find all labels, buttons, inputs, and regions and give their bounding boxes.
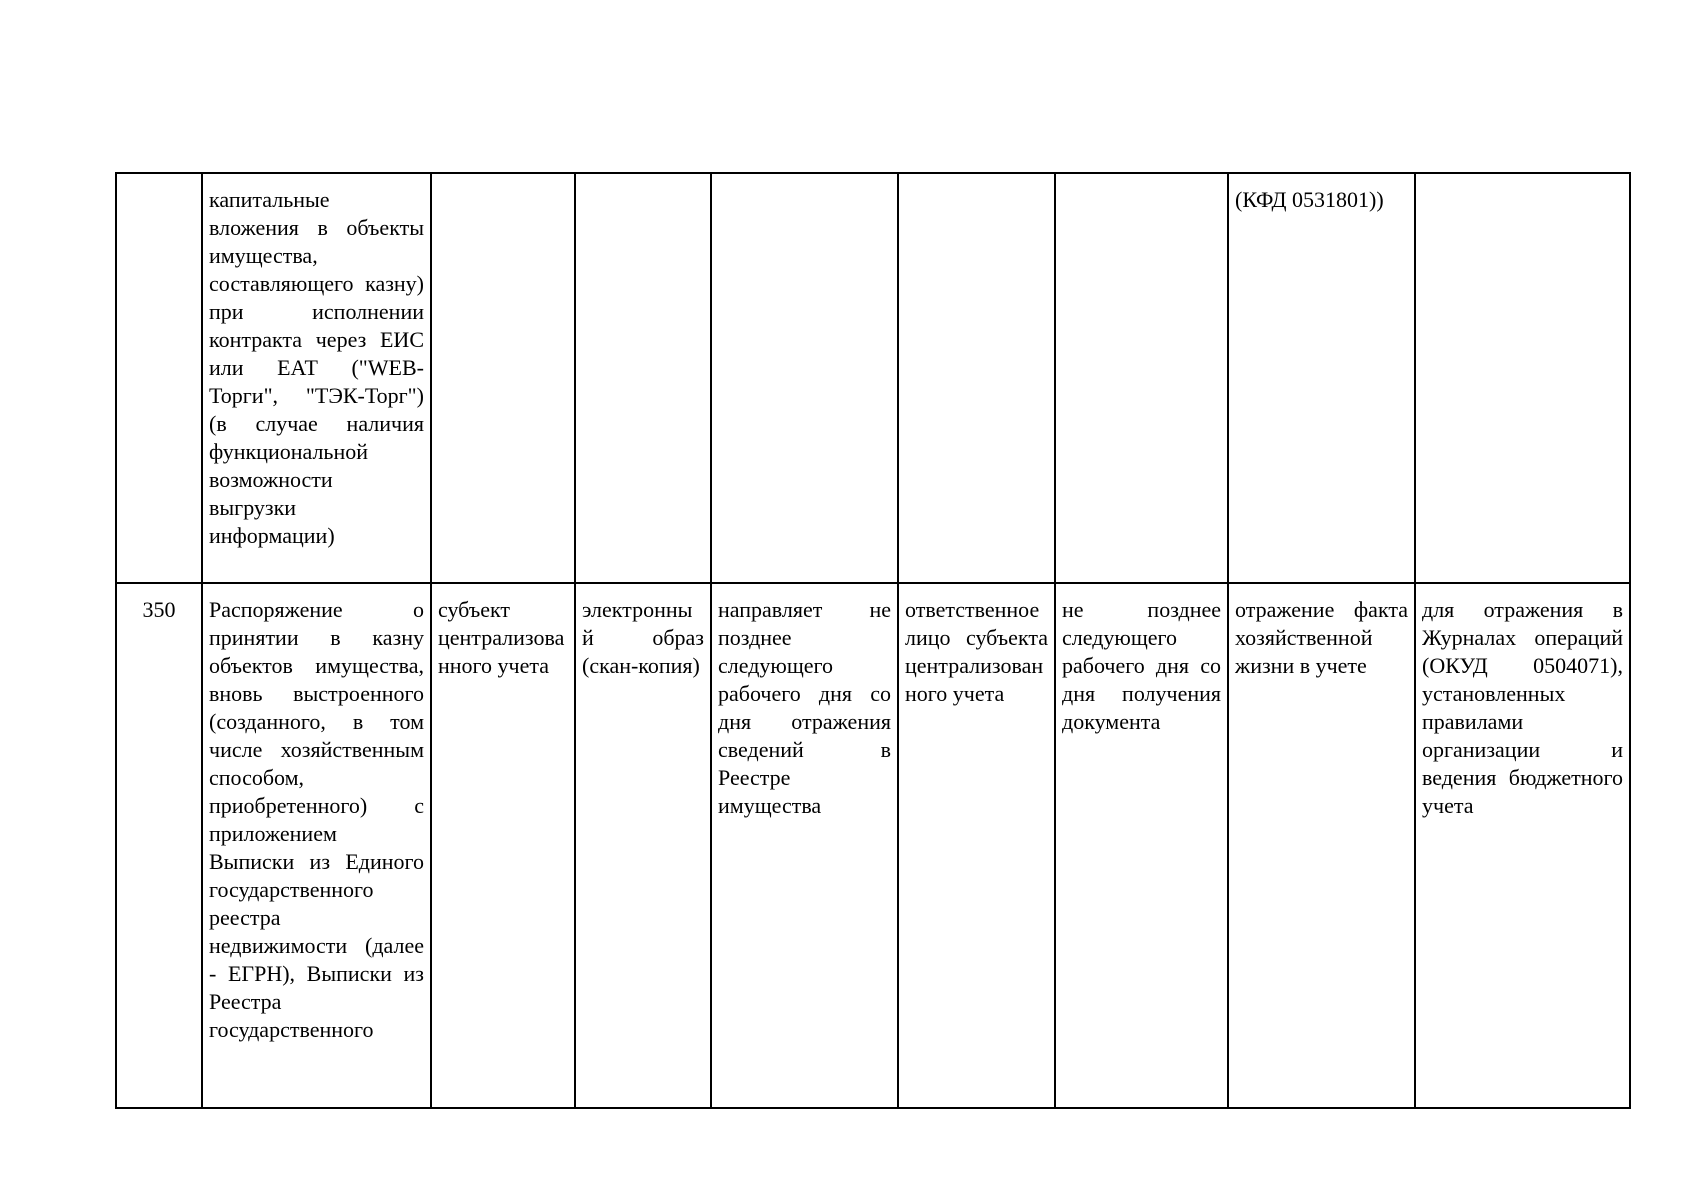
format-cell: электронный образ (скан-копия) bbox=[575, 583, 711, 1108]
responsible-cell: ответственное лицо субъекта централизованного учета bbox=[898, 583, 1055, 1108]
purpose-cell: (КФД 0531801)) bbox=[1228, 173, 1415, 583]
document-name-cell: капитальные вложения в объекты имущества, составляющего казну) при исполнении контракта через ЕИС или ЕАТ ("WEB-Торги", "ТЭК-Торг") (в случае наличия функциональной возможности выгрузки информации) bbox=[202, 173, 431, 583]
creator-cell: субъект централизованного учета bbox=[431, 583, 575, 1108]
usage-cell: для отражения в Журналах операций (ОКУД 0504071), установленных правилами организации и ведения бюджетного учета bbox=[1415, 583, 1630, 1108]
table-row bbox=[116, 173, 1630, 583]
usage-cell bbox=[1415, 173, 1630, 583]
submission-deadline-cell: не позднее следующего рабочего дня со дня получения документа bbox=[1055, 583, 1228, 1108]
register-table bbox=[115, 172, 1631, 1109]
creator-cell bbox=[431, 173, 575, 583]
submission-deadline-cell bbox=[1055, 173, 1228, 583]
creation-deadline-cell bbox=[711, 173, 898, 583]
row-number-cell bbox=[116, 173, 202, 583]
document-name-cell: Распоряжение о принятии в казну объектов имущества, вновь выстроенного (созданного, в том числе хозяйственным способом, приобретенного) с приложением Выписки из Единого государственного реестра недвижимости (далее - ЕГРН), Выписки из Реестра государственного bbox=[202, 583, 431, 1108]
responsible-cell bbox=[898, 173, 1055, 583]
purpose-cell: отражение факта хозяйственной жизни в учете bbox=[1228, 583, 1415, 1108]
table-row bbox=[116, 583, 1630, 1108]
row-number-cell: 350 bbox=[116, 583, 202, 1108]
creation-deadline-cell: направляет не позднее следующего рабочего дня со дня отражения сведений в Реестре имущества bbox=[711, 583, 898, 1108]
format-cell bbox=[575, 173, 711, 583]
